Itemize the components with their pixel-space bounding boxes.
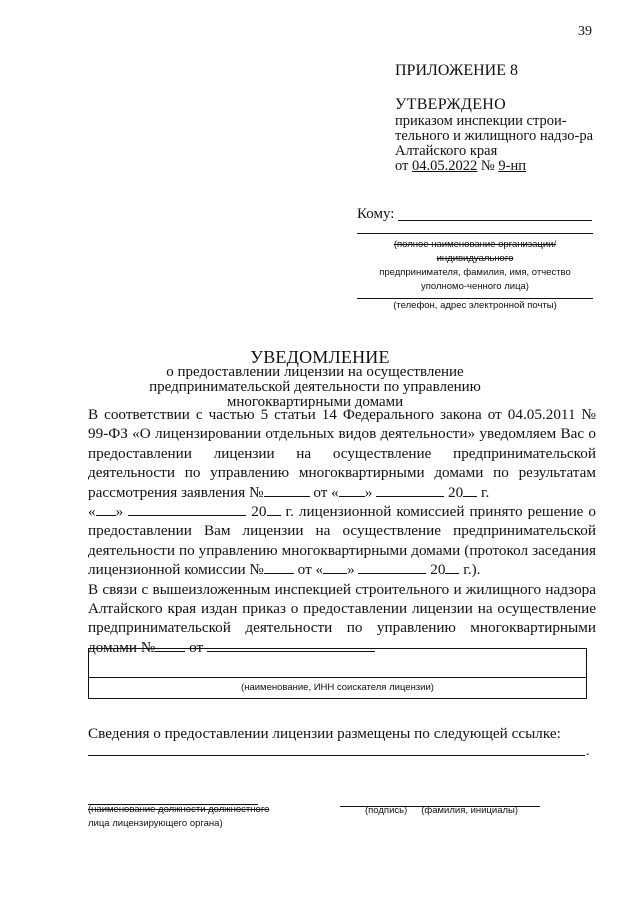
contact-hint: (телефон, адрес электронной почты) bbox=[393, 300, 557, 311]
notice-body bbox=[88, 405, 596, 657]
p1-text-h: 20 bbox=[246, 503, 267, 521]
signature-caption bbox=[365, 804, 565, 818]
protocol-month-blank bbox=[358, 561, 426, 574]
protocol-number-blank bbox=[264, 561, 294, 574]
order-reference bbox=[395, 158, 526, 175]
paragraph-1 bbox=[88, 405, 596, 580]
recipient-label: Кому: bbox=[357, 206, 395, 222]
position-caption-rest: лица лицензирующего органа) bbox=[88, 818, 223, 829]
recipient-hint bbox=[357, 238, 593, 294]
recipient-hint-rest: предпринимателя, фамилия, имя, отчество уполномо-ченного лица) bbox=[379, 267, 571, 292]
p1-text-j: от « bbox=[293, 561, 324, 579]
p1-text-k: » bbox=[347, 561, 359, 579]
paragraph-2 bbox=[88, 580, 596, 658]
p1-text-e: г. bbox=[477, 483, 490, 501]
application-year-blank bbox=[463, 484, 477, 497]
order-date: 04.05.2022 bbox=[412, 158, 478, 174]
approved-heading: УТВЕРЖДЕНО bbox=[395, 96, 507, 113]
p2-text-a: В связи с вышеизложенным инспекцией строительного и жилищного надзора Алтайского края издан приказ о предоставлении лицензии на осуществление предпринимательской деятельности по управлению многоквартирными домами № bbox=[88, 580, 596, 656]
document-title: УВЕДОМЛЕНИЕ bbox=[250, 347, 390, 367]
name-label: (фамилия, инициалы) bbox=[421, 805, 519, 816]
p2-text-b: от bbox=[185, 638, 207, 656]
p1-text-g: » bbox=[115, 503, 129, 521]
decision-month-blank bbox=[128, 503, 246, 516]
position-caption-struck: (наименование должности должностного bbox=[88, 804, 270, 815]
p1-text-f: « bbox=[88, 503, 96, 521]
link-end-period: . bbox=[586, 744, 590, 759]
approved-by-text: приказом инспекции строи-тельного и жилищного надзо-ра Алтайского края bbox=[395, 113, 594, 159]
p1-text-c: » bbox=[364, 483, 377, 501]
recipient-hint-struck: (полное наименование организации/индивидуального bbox=[393, 239, 557, 264]
recipient-line-2 bbox=[357, 233, 593, 234]
application-month-blank bbox=[376, 484, 444, 497]
order-number: 9-нп bbox=[498, 158, 526, 174]
link-statement: Сведения о предоставлении лицензии размещены по следующей ссылке: bbox=[88, 725, 561, 742]
application-day-blank bbox=[339, 484, 365, 497]
protocol-year-blank bbox=[445, 561, 459, 574]
p1-text-a: В соответствии с частью 5 статьи 14 Федерального закона от 04.05.2011 № 99-ФЗ «О лицензировании отдельных видов деятельности» уведомляем Вас о предоставлении лицензии на осуществление предпринимательской деятельности по управлению многоквартирными домами по результатам рассмотрения заявления № bbox=[88, 406, 596, 501]
document-subtitle: о предоставлении лицензии на осуществление предпринимательской деятельности по управлению многоквартирными домами bbox=[149, 364, 481, 410]
decision-year-blank bbox=[267, 503, 281, 516]
p1-text-d: 20 bbox=[444, 483, 464, 501]
protocol-day-blank bbox=[323, 561, 347, 574]
recipient-line-1 bbox=[398, 220, 592, 221]
appendix-label: ПРИЛОЖЕНИЕ 8 bbox=[395, 62, 519, 79]
p1-text-i: г. лицензионной комиссией принято решение о предоставлении Вам лицензии на осуществление предпринимательской деятельности по управлению многоквартирными домами (протокол заседания лицензионной комиссии № bbox=[88, 503, 597, 579]
page-number: 39 bbox=[578, 24, 592, 39]
applicant-box-divider bbox=[88, 677, 587, 678]
signature-label: (подпись) bbox=[365, 805, 408, 816]
application-number-blank bbox=[264, 484, 310, 497]
order-number-prefix: № bbox=[477, 158, 499, 174]
order-prefix: от bbox=[395, 158, 413, 174]
p1-text-m: г.). bbox=[459, 561, 481, 579]
p1-text-l: 20 bbox=[426, 561, 446, 579]
p1-text-b: от « bbox=[309, 483, 339, 501]
link-blank-line bbox=[88, 755, 585, 756]
applicant-caption: (наименование, ИНН соискателя лицензии) bbox=[241, 682, 434, 693]
position-caption bbox=[88, 803, 288, 831]
decision-day-blank bbox=[96, 503, 116, 516]
